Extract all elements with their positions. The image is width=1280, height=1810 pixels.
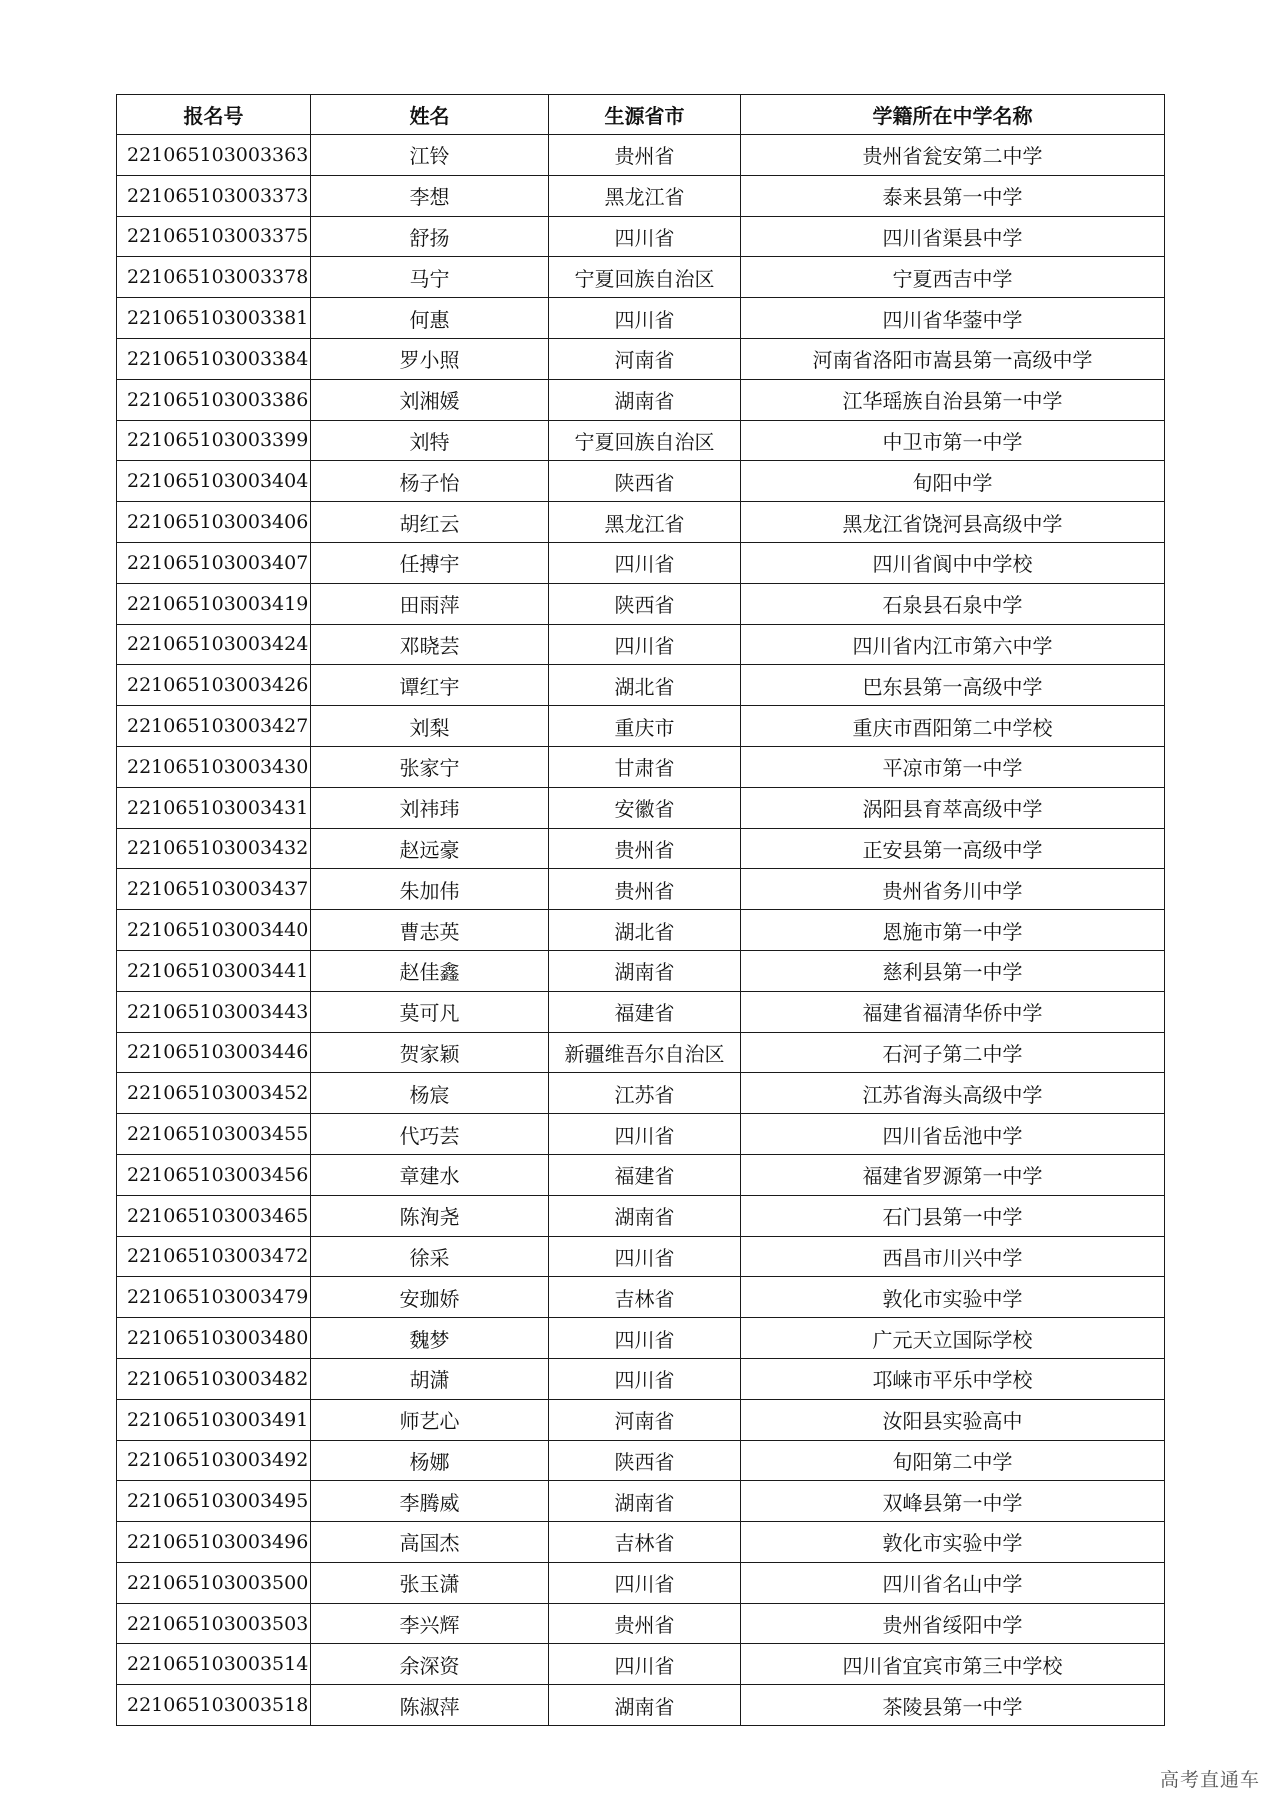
cell-registration-number: 221065103003424: [117, 624, 311, 665]
cell-registration-number: 221065103003480: [117, 1318, 311, 1359]
table-row: [117, 461, 1165, 502]
table-row: [117, 1685, 1165, 1726]
cell-registration-number: 221065103003431: [117, 787, 311, 828]
cell-school-name: 四川省宜宾市第三中学校: [741, 1644, 1165, 1685]
cell-school-name: 石门县第一中学: [741, 1195, 1165, 1236]
cell-province: 江苏省: [549, 1073, 741, 1114]
table-row: [117, 746, 1165, 787]
cell-province: 宁夏回族自治区: [549, 420, 741, 461]
cell-school-name: 茶陵县第一中学: [741, 1685, 1165, 1726]
cell-province: 四川省: [549, 216, 741, 257]
cell-province: 甘肃省: [549, 746, 741, 787]
cell-registration-number: 221065103003419: [117, 583, 311, 624]
cell-name: 邓晓芸: [311, 624, 549, 665]
cell-school-name: 四川省阆中中学校: [741, 542, 1165, 583]
header-row: [117, 95, 1165, 135]
cell-province: 四川省: [549, 542, 741, 583]
cell-name: 何惠: [311, 298, 549, 339]
cell-province: 河南省: [549, 1399, 741, 1440]
cell-registration-number: 221065103003430: [117, 746, 311, 787]
table-row: [117, 502, 1165, 543]
cell-province: 贵州省: [549, 869, 741, 910]
cell-registration-number: 221065103003381: [117, 298, 311, 339]
cell-school-name: 贵州省绥阳中学: [741, 1603, 1165, 1644]
cell-province: 湖北省: [549, 665, 741, 706]
table-row: [117, 1603, 1165, 1644]
cell-school-name: 敦化市实验中学: [741, 1277, 1165, 1318]
cell-province: 吉林省: [549, 1522, 741, 1563]
cell-name: 李想: [311, 175, 549, 216]
table-row: [117, 1236, 1165, 1277]
cell-province: 四川省: [549, 1562, 741, 1603]
cell-province: 四川省: [549, 1236, 741, 1277]
cell-school-name: 汝阳县实验高中: [741, 1399, 1165, 1440]
cell-registration-number: 221065103003496: [117, 1522, 311, 1563]
table-row: [117, 950, 1165, 991]
table-row: [117, 910, 1165, 951]
cell-name: 李兴辉: [311, 1603, 549, 1644]
cell-school-name: 四川省华蓥中学: [741, 298, 1165, 339]
cell-province: 黑龙江省: [549, 175, 741, 216]
cell-school-name: 邛崃市平乐中学校: [741, 1358, 1165, 1399]
cell-province: 四川省: [549, 298, 741, 339]
cell-school-name: 福建省罗源第一中学: [741, 1154, 1165, 1195]
cell-province: 贵州省: [549, 135, 741, 176]
cell-province: 陕西省: [549, 583, 741, 624]
cell-province: 安徽省: [549, 787, 741, 828]
table-header: [117, 95, 1165, 135]
table-row: [117, 175, 1165, 216]
cell-name: 师艺心: [311, 1399, 549, 1440]
table-row: [117, 1358, 1165, 1399]
table-row: [117, 1114, 1165, 1155]
cell-name: 章建水: [311, 1154, 549, 1195]
table-row: [117, 257, 1165, 298]
cell-school-name: 四川省渠县中学: [741, 216, 1165, 257]
cell-name: 刘祎玮: [311, 787, 549, 828]
cell-province: 重庆市: [549, 706, 741, 747]
cell-school-name: 西昌市川兴中学: [741, 1236, 1165, 1277]
header-registration-number: 报名号: [117, 95, 311, 135]
cell-registration-number: 221065103003514: [117, 1644, 311, 1685]
cell-name: 贺家颖: [311, 1032, 549, 1073]
cell-school-name: 旬阳中学: [741, 461, 1165, 502]
cell-name: 胡潇: [311, 1358, 549, 1399]
cell-province: 四川省: [549, 1318, 741, 1359]
cell-school-name: 四川省名山中学: [741, 1562, 1165, 1603]
cell-province: 四川省: [549, 1358, 741, 1399]
cell-registration-number: 221065103003482: [117, 1358, 311, 1399]
table-row: [117, 665, 1165, 706]
cell-registration-number: 221065103003495: [117, 1481, 311, 1522]
table-row: [117, 624, 1165, 665]
cell-name: 张家宁: [311, 746, 549, 787]
table-row: [117, 216, 1165, 257]
cell-province: 四川省: [549, 624, 741, 665]
cell-name: 李腾威: [311, 1481, 549, 1522]
cell-school-name: 重庆市酉阳第二中学校: [741, 706, 1165, 747]
cell-name: 杨宸: [311, 1073, 549, 1114]
cell-province: 湖南省: [549, 1685, 741, 1726]
table-row: [117, 338, 1165, 379]
cell-registration-number: 221065103003384: [117, 338, 311, 379]
cell-registration-number: 221065103003455: [117, 1114, 311, 1155]
cell-registration-number: 221065103003378: [117, 257, 311, 298]
cell-school-name: 涡阳县育萃高级中学: [741, 787, 1165, 828]
cell-name: 舒扬: [311, 216, 549, 257]
cell-registration-number: 221065103003373: [117, 175, 311, 216]
cell-name: 杨子怡: [311, 461, 549, 502]
cell-province: 陕西省: [549, 1440, 741, 1481]
cell-school-name: 石泉县石泉中学: [741, 583, 1165, 624]
cell-registration-number: 221065103003500: [117, 1562, 311, 1603]
cell-registration-number: 221065103003456: [117, 1154, 311, 1195]
table-row: [117, 298, 1165, 339]
cell-province: 吉林省: [549, 1277, 741, 1318]
cell-registration-number: 221065103003492: [117, 1440, 311, 1481]
cell-name: 莫可凡: [311, 991, 549, 1032]
cell-school-name: 慈利县第一中学: [741, 950, 1165, 991]
cell-school-name: 平凉市第一中学: [741, 746, 1165, 787]
table-row: [117, 1195, 1165, 1236]
cell-school-name: 江华瑶族自治县第一中学: [741, 379, 1165, 420]
cell-name: 陈淑萍: [311, 1685, 549, 1726]
table-row: [117, 787, 1165, 828]
cell-name: 张玉潇: [311, 1562, 549, 1603]
table-row: [117, 1032, 1165, 1073]
table-row: [117, 869, 1165, 910]
cell-registration-number: 221065103003452: [117, 1073, 311, 1114]
cell-registration-number: 221065103003446: [117, 1032, 311, 1073]
cell-name: 曹志英: [311, 910, 549, 951]
cell-province: 福建省: [549, 1154, 741, 1195]
table-row: [117, 1522, 1165, 1563]
table-row: [117, 1318, 1165, 1359]
table-row: [117, 706, 1165, 747]
cell-name: 谭红宇: [311, 665, 549, 706]
cell-province: 陕西省: [549, 461, 741, 502]
cell-registration-number: 221065103003441: [117, 950, 311, 991]
cell-province: 湖南省: [549, 1195, 741, 1236]
cell-school-name: 四川省内江市第六中学: [741, 624, 1165, 665]
watermark-text: 高考直通车: [1159, 1769, 1260, 1791]
cell-province: 河南省: [549, 338, 741, 379]
cell-province: 贵州省: [549, 1603, 741, 1644]
table-row: [117, 1562, 1165, 1603]
cell-registration-number: 221065103003363: [117, 135, 311, 176]
cell-province: 新疆维吾尔自治区: [549, 1032, 741, 1073]
cell-school-name: 四川省岳池中学: [741, 1114, 1165, 1155]
cell-registration-number: 221065103003406: [117, 502, 311, 543]
cell-province: 湖南省: [549, 950, 741, 991]
cell-registration-number: 221065103003437: [117, 869, 311, 910]
cell-name: 朱加伟: [311, 869, 549, 910]
cell-name: 安珈娇: [311, 1277, 549, 1318]
cell-school-name: 江苏省海头高级中学: [741, 1073, 1165, 1114]
cell-school-name: 贵州省瓮安第二中学: [741, 135, 1165, 176]
cell-name: 胡红云: [311, 502, 549, 543]
table-row: [117, 828, 1165, 869]
cell-registration-number: 221065103003432: [117, 828, 311, 869]
table-row: [117, 1277, 1165, 1318]
cell-registration-number: 221065103003443: [117, 991, 311, 1032]
table-row: [117, 1481, 1165, 1522]
cell-school-name: 福建省福清华侨中学: [741, 991, 1165, 1032]
cell-province: 福建省: [549, 991, 741, 1032]
table-row: [117, 1154, 1165, 1195]
cell-school-name: 黑龙江省饶河县高级中学: [741, 502, 1165, 543]
cell-name: 刘梨: [311, 706, 549, 747]
cell-registration-number: 221065103003407: [117, 542, 311, 583]
cell-name: 罗小照: [311, 338, 549, 379]
cell-school-name: 巴东县第一高级中学: [741, 665, 1165, 706]
cell-name: 余深资: [311, 1644, 549, 1685]
cell-school-name: 双峰县第一中学: [741, 1481, 1165, 1522]
table-body: [117, 135, 1165, 1726]
cell-name: 陈洵尧: [311, 1195, 549, 1236]
cell-school-name: 宁夏西吉中学: [741, 257, 1165, 298]
admission-roster-table: [116, 94, 1165, 1726]
cell-name: 高国杰: [311, 1522, 549, 1563]
cell-registration-number: 221065103003479: [117, 1277, 311, 1318]
cell-province: 湖南省: [549, 379, 741, 420]
cell-registration-number: 221065103003518: [117, 1685, 311, 1726]
cell-registration-number: 221065103003404: [117, 461, 311, 502]
cell-school-name: 泰来县第一中学: [741, 175, 1165, 216]
cell-name: 马宁: [311, 257, 549, 298]
cell-name: 刘特: [311, 420, 549, 461]
cell-registration-number: 221065103003426: [117, 665, 311, 706]
cell-name: 赵远豪: [311, 828, 549, 869]
header-school-name: 学籍所在中学名称: [741, 95, 1165, 135]
cell-name: 杨娜: [311, 1440, 549, 1481]
cell-name: 田雨萍: [311, 583, 549, 624]
cell-name: 任搏宇: [311, 542, 549, 583]
table-row: [117, 1644, 1165, 1685]
cell-school-name: 敦化市实验中学: [741, 1522, 1165, 1563]
cell-registration-number: 221065103003375: [117, 216, 311, 257]
cell-name: 赵佳鑫: [311, 950, 549, 991]
cell-school-name: 中卫市第一中学: [741, 420, 1165, 461]
cell-registration-number: 221065103003465: [117, 1195, 311, 1236]
cell-province: 贵州省: [549, 828, 741, 869]
table-row: [117, 991, 1165, 1032]
cell-school-name: 贵州省务川中学: [741, 869, 1165, 910]
cell-school-name: 河南省洛阳市嵩县第一高级中学: [741, 338, 1165, 379]
cell-province: 湖南省: [549, 1481, 741, 1522]
cell-province: 湖北省: [549, 910, 741, 951]
cell-province: 宁夏回族自治区: [549, 257, 741, 298]
table-row: [117, 1073, 1165, 1114]
cell-name: 魏梦: [311, 1318, 549, 1359]
table-row: [117, 1440, 1165, 1481]
cell-registration-number: 221065103003440: [117, 910, 311, 951]
table-row: [117, 420, 1165, 461]
cell-province: 四川省: [549, 1644, 741, 1685]
cell-school-name: 石河子第二中学: [741, 1032, 1165, 1073]
cell-school-name: 恩施市第一中学: [741, 910, 1165, 951]
cell-registration-number: 221065103003491: [117, 1399, 311, 1440]
table-row: [117, 379, 1165, 420]
cell-registration-number: 221065103003472: [117, 1236, 311, 1277]
cell-registration-number: 221065103003386: [117, 379, 311, 420]
cell-province: 四川省: [549, 1114, 741, 1155]
header-name: 姓名: [311, 95, 549, 135]
cell-school-name: 广元天立国际学校: [741, 1318, 1165, 1359]
header-province: 生源省市: [549, 95, 741, 135]
cell-registration-number: 221065103003399: [117, 420, 311, 461]
cell-registration-number: 221065103003503: [117, 1603, 311, 1644]
table-row: [117, 583, 1165, 624]
cell-name: 代巧芸: [311, 1114, 549, 1155]
cell-registration-number: 221065103003427: [117, 706, 311, 747]
cell-school-name: 正安县第一高级中学: [741, 828, 1165, 869]
cell-school-name: 旬阳第二中学: [741, 1440, 1165, 1481]
table-row: [117, 135, 1165, 176]
cell-name: 刘湘媛: [311, 379, 549, 420]
table-row: [117, 1399, 1165, 1440]
cell-province: 黑龙江省: [549, 502, 741, 543]
cell-name: 江铃: [311, 135, 549, 176]
table-row: [117, 542, 1165, 583]
cell-name: 徐采: [311, 1236, 549, 1277]
